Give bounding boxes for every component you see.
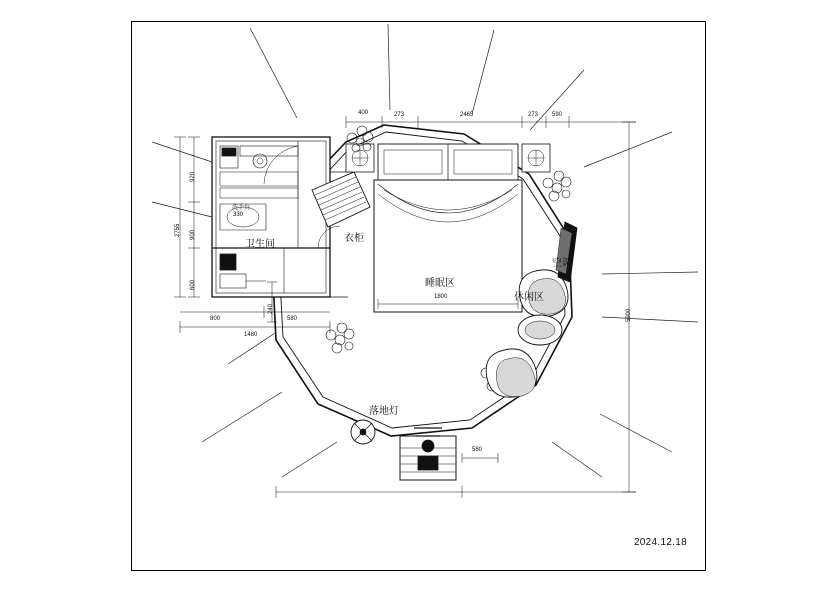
label-leisure-area: 休闲区 xyxy=(514,292,544,303)
dim-mark-2: 240 xyxy=(268,303,274,314)
drawing-frame xyxy=(131,21,706,571)
dim-bath-2: 580 xyxy=(287,316,298,322)
floorplan-vector xyxy=(132,22,705,570)
dim-bed-width: 1800 xyxy=(434,294,448,300)
dim-top-5: 590 xyxy=(552,112,563,118)
label-floor-lamp: 落地灯 xyxy=(369,406,399,417)
label-sleep-area: 睡眠区 xyxy=(425,278,455,289)
dim-sink-note: 洗手台 xyxy=(232,205,251,211)
label-bathroom: 卫生间 xyxy=(245,239,275,250)
dim-left-1: 920 xyxy=(190,171,196,182)
dim-left-overall: 2755 xyxy=(175,223,181,237)
dim-top-2: 273 xyxy=(394,112,405,118)
label-aircon: 空调 xyxy=(552,258,572,269)
dim-left-3: 600 xyxy=(190,279,196,290)
entry-door xyxy=(400,428,456,480)
drawing-date: 2024.12.18 xyxy=(633,537,687,548)
dim-left-2: 900 xyxy=(190,229,196,240)
dim-door-width: 580 xyxy=(472,447,483,453)
dim-top-3: 2465 xyxy=(460,112,474,118)
floor-lamp-symbol xyxy=(351,420,375,444)
dim-top-1: 400 xyxy=(358,110,369,116)
dim-mark-1: 330 xyxy=(233,212,244,218)
dim-bath-1: 800 xyxy=(210,316,221,322)
dim-bottom-overall: 1480 xyxy=(244,332,258,338)
dim-right-overall: 5900 xyxy=(626,308,632,322)
label-wardrobe: 衣柜 xyxy=(344,233,364,244)
dim-top-4: 273 xyxy=(528,112,539,118)
